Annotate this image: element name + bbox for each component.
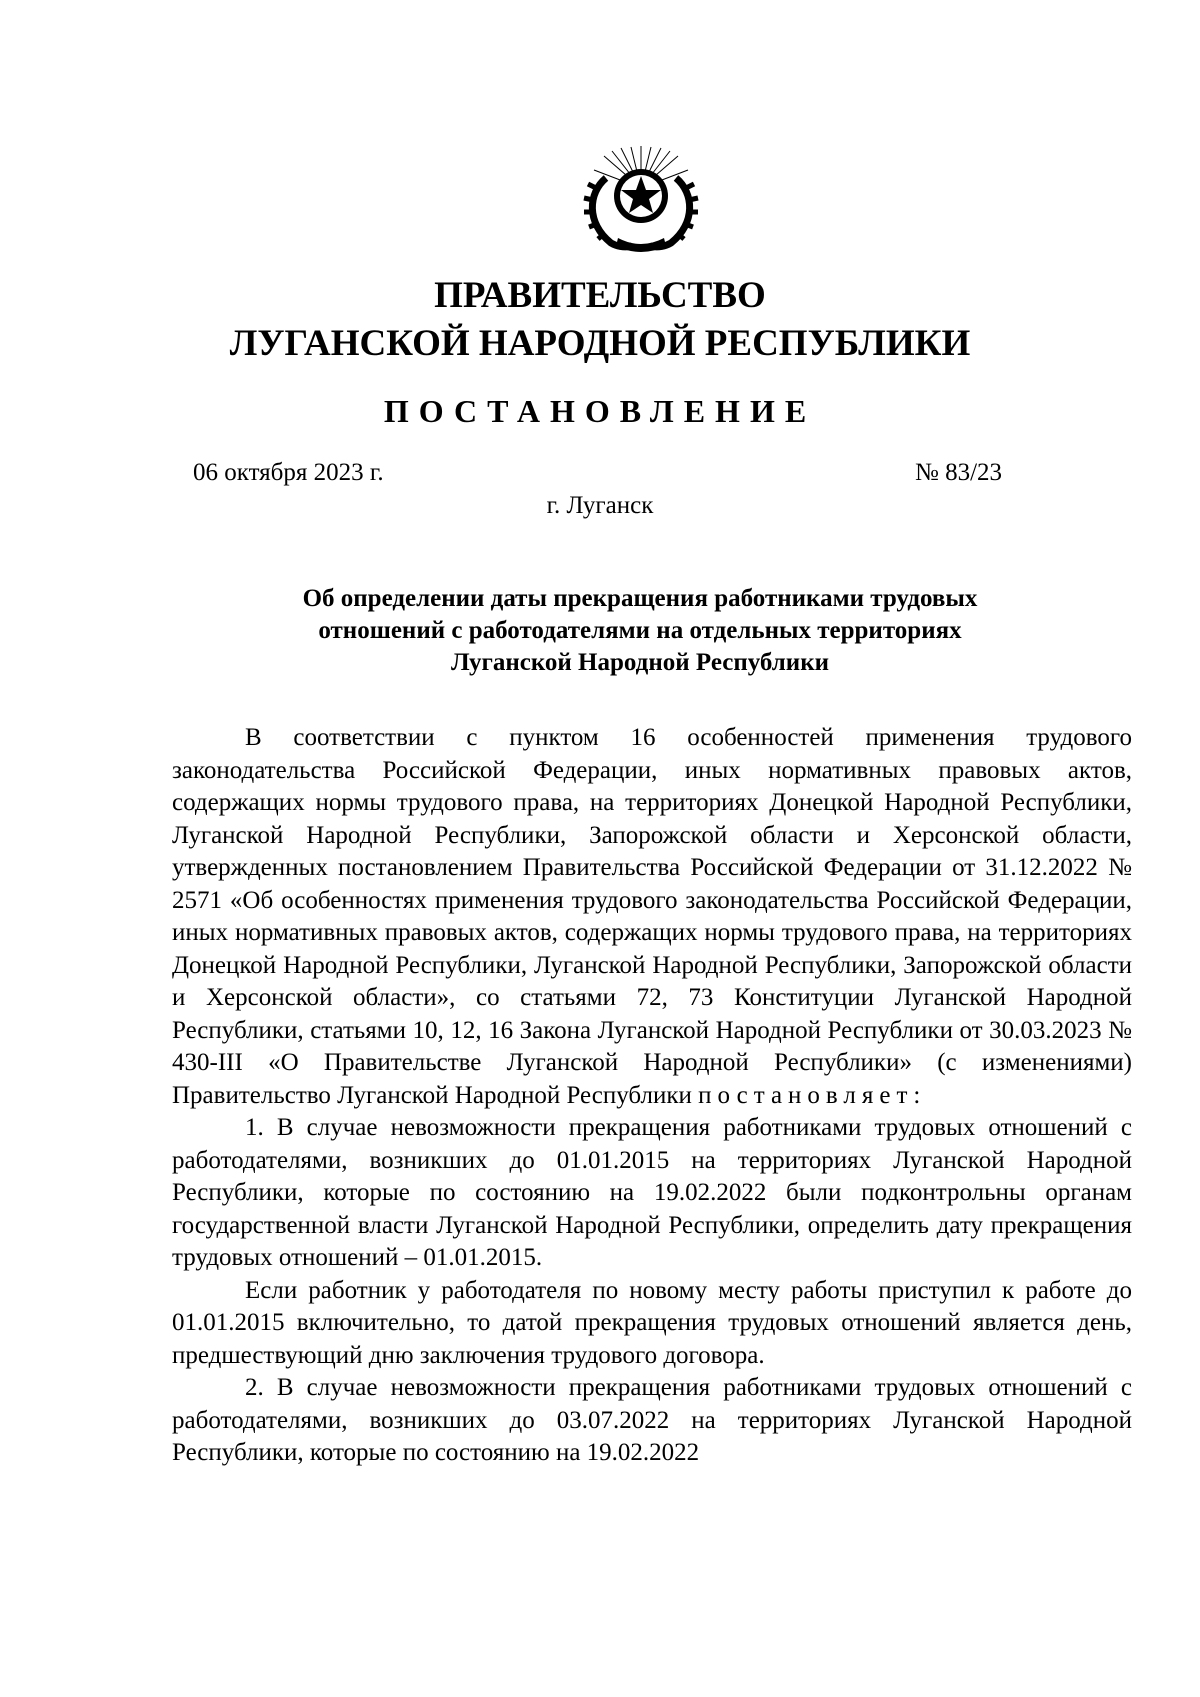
preamble-resolves: постановляет: (698, 1081, 927, 1109)
decree-title: ПОСТАНОВЛЕНИЕ (383, 393, 817, 429)
preamble-text: В соответствии с пунктом 16 особенностей применения трудового законодательства Российской Федерации, иных нормативных правовых актов, содержащих нормы трудового права, на территориях Донецкой Народной Республики, Луганской Народной Республики, Запорожской области и Херсонской области, утвержденных постановлением Правительства Российской Федерации от 31.12.2022 № 2571 «Об особенностях применения трудового законодательства Российской Федерации, иных нормативных правовых актов, содержащих нормы трудового права, на территориях Донецкой Народной Республики, Луганской Народной Республики, Запорожской области и Херсонской области», со статьями 72, 73 Конституции Луганской Народной Республики, статьями 10, 12, 16 Закона Луганской Народной Республики от 30.03.2023 № 430-III «О Правительстве Луганской Народной Республики» (с изменениями) Правительство Луганской Народной Республики (172, 724, 1132, 1109)
decree-subject-line3: Луганской Народной Республики (450, 649, 830, 676)
item-1-paragraph-2: Если работник у работодателя по новому месту работы приступил к работе до 01.01.2015 включительно, то датой прекращения трудовых отношений является день, предшествующий дню заключения трудового договора. (172, 1276, 1132, 1369)
government-title-line2: ЛУГАНСКОЙ НАРОДНОЙ РЕСПУБЛИКИ (229, 323, 971, 364)
item-1-paragraph: 1. В случае невозможности прекращения работниками трудовых отношений с работодателями, возникших до 01.01.2015 на территориях Луганской Народной Республики, которые по состоянию на 19.02.2022 были подконтрольны органам государственной власти Луганской Народной Республики, определить дату прекращения трудовых отношений – 01.01.2015. (172, 1114, 1132, 1271)
decree-subject (240, 583, 1040, 679)
government-title-line1: ПРАВИТЕЛЬСТВО (434, 275, 766, 316)
item-2-paragraph: 2. В случае невозможности прекращения работниками трудовых отношений с работодателями, возникших до 03.07.2022 на территориях Луганской Народной Республики, которые по состоянию на 19.02.2022 (172, 1374, 1132, 1466)
decree-date: 06 октября 2023 г. (193, 459, 384, 486)
decree-body (172, 722, 1132, 1470)
coat-of-arms-emblem (566, 138, 716, 258)
decree-subject-line1: Об определении даты прекращения работниками трудовых (302, 585, 978, 612)
preamble-paragraph (172, 722, 1132, 1112)
decree-city: г. Луганск (546, 492, 654, 519)
decree-subject-line2: отношений с работодателями на отдельных территориях (318, 617, 962, 644)
government-title (0, 272, 1200, 368)
decree-number: № 83/23 (915, 459, 1003, 486)
